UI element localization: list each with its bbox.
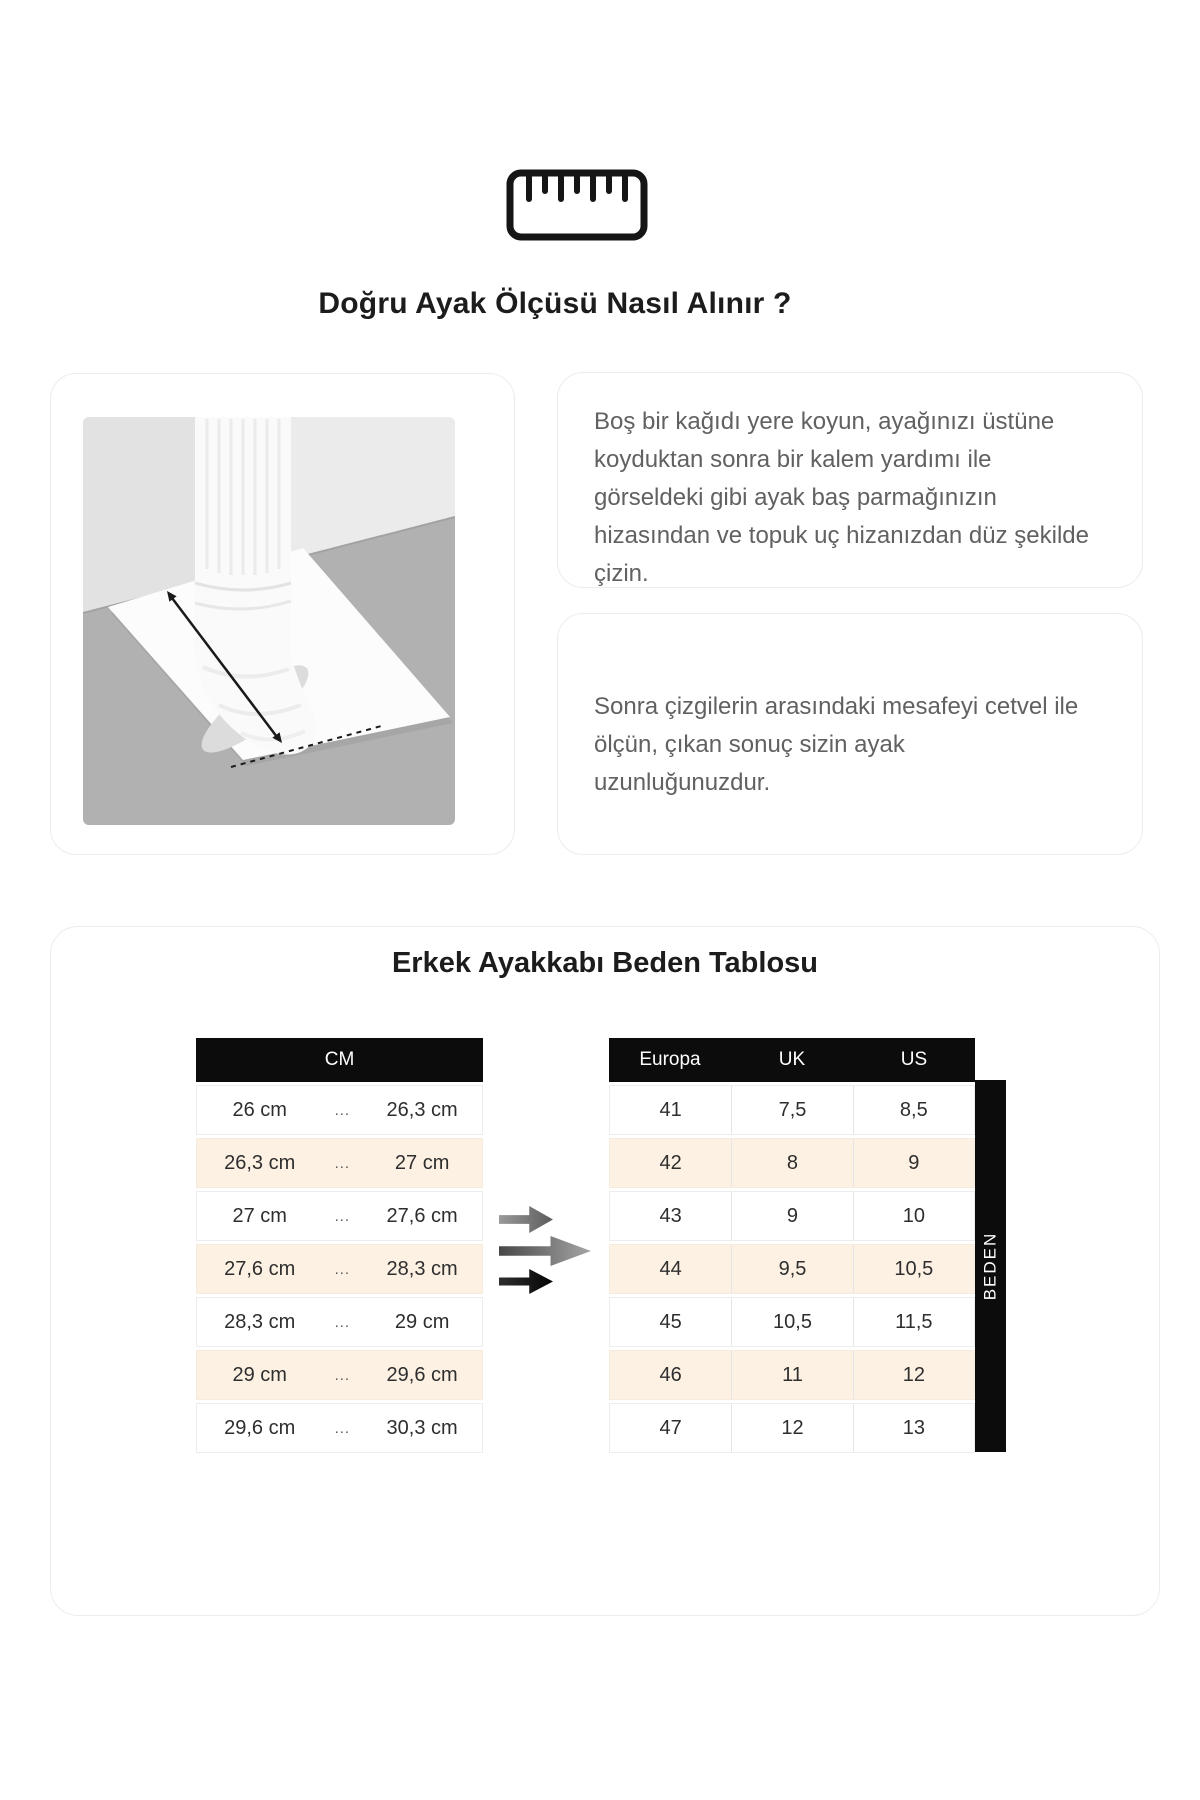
cm-to-value: 27 cm [394, 1151, 450, 1174]
size-value: 44 [659, 1257, 682, 1280]
beden-side-label-text: BEDEN [980, 1231, 1000, 1301]
size-table-row [609, 1191, 975, 1241]
cm-from-value: 27 cm [232, 1204, 287, 1227]
cm-table-header: CM [196, 1038, 483, 1082]
cm-from-value: 26,3 cm [224, 1151, 296, 1174]
beden-side-label [975, 1080, 1006, 1452]
size-value: 47 [659, 1416, 682, 1439]
size-value: 10,5 [853, 1245, 974, 1293]
size-table-card [50, 926, 1160, 1616]
size-table-row [609, 1403, 975, 1453]
page-title: Doğru Ayak Ölçüsü Nasıl Alınır ? [318, 287, 792, 320]
cm-from-value: 27,6 cm [224, 1257, 296, 1280]
foot-measure-image-card [50, 373, 515, 855]
cm-from-value: 29,6 cm [224, 1416, 296, 1439]
size-value: 8,5 [853, 1086, 974, 1134]
size-table-header-row [609, 1038, 975, 1082]
size-table-title: Erkek Ayakkabı Beden Tablosu [391, 947, 819, 979]
size-table-row [609, 1085, 975, 1135]
size-value: 9 [853, 1139, 974, 1187]
size-value: 43 [659, 1204, 682, 1227]
range-dots: ... [334, 1101, 351, 1119]
arrow-right-icon [499, 1206, 553, 1233]
size-value: 11 [731, 1351, 852, 1399]
cm-table-row [196, 1138, 483, 1188]
cm-to-value: 27,6 cm [386, 1204, 458, 1227]
size-table-header-europa: Europa [639, 1049, 701, 1070]
size-value: 9 [731, 1192, 852, 1240]
cm-table-row [196, 1191, 483, 1241]
size-table-row [609, 1297, 975, 1347]
size-value: 42 [659, 1151, 682, 1174]
size-table-body [609, 1085, 975, 1453]
ruler-icon-svg [505, 167, 650, 243]
cm-to-value: 26,3 cm [386, 1098, 458, 1121]
range-dots: ... [334, 1366, 351, 1384]
foot-measurement-photo [83, 417, 455, 825]
size-value: 12 [731, 1404, 852, 1452]
range-dots: ... [334, 1313, 351, 1331]
cm-table-row [196, 1403, 483, 1453]
arrow-right-icon [499, 1236, 591, 1266]
size-table-header-us: US [900, 1049, 928, 1070]
cm-from-value: 28,3 cm [224, 1310, 296, 1333]
instruction-card-2 [557, 613, 1143, 855]
cm-to-value: 28,3 cm [386, 1257, 458, 1280]
cm-table [196, 1038, 483, 1453]
size-value: 11,5 [853, 1298, 974, 1346]
size-table-row [609, 1350, 975, 1400]
size-table-row [609, 1138, 975, 1188]
instruction-card-1 [557, 372, 1143, 588]
range-dots: ... [334, 1207, 351, 1225]
cm-table-row [196, 1350, 483, 1400]
cm-from-value: 29 cm [232, 1363, 287, 1386]
international-size-table [609, 1038, 975, 1453]
size-value: 10 [853, 1192, 974, 1240]
size-value: 12 [853, 1351, 974, 1399]
cm-table-row [196, 1085, 483, 1135]
cm-table-row [196, 1297, 483, 1347]
size-value: 46 [659, 1363, 682, 1386]
size-value: 7,5 [731, 1086, 852, 1134]
range-dots: ... [334, 1154, 351, 1172]
size-value: 9,5 [731, 1245, 852, 1293]
range-dots: ... [334, 1260, 351, 1278]
size-value: 10,5 [731, 1298, 852, 1346]
range-dots: ... [334, 1419, 351, 1437]
cm-to-value: 30,3 cm [386, 1416, 458, 1439]
size-value: 41 [659, 1098, 682, 1121]
arrow-right-icon [499, 1269, 553, 1294]
ruler-icon [505, 167, 650, 243]
instruction-text-1: Boş bir kağıdı yere koyun, ayağınızı üstüne koyduktan sonra bir kalem yardımı ile görseldeki gibi ayak baş parmağınızın hizasından ve topuk uç hizanızdan düz şekilde çizin. [594, 408, 1089, 587]
size-value: 45 [659, 1310, 682, 1333]
cm-table-row [196, 1244, 483, 1294]
size-table-header-uk: UK [778, 1049, 806, 1070]
cm-to-value: 29,6 cm [386, 1363, 458, 1386]
cm-to-value: 29 cm [394, 1310, 450, 1333]
cm-table-body [196, 1085, 483, 1453]
size-table-row [609, 1244, 975, 1294]
conversion-arrows-icon [499, 1206, 591, 1294]
instruction-text-2: Sonra çizgilerin arasındaki mesafeyi cetvel ile ölçün, çıkan sonuç sizin ayak uzunluğunuzdur. [594, 693, 1079, 796]
size-value: 13 [853, 1404, 974, 1452]
cm-from-value: 26 cm [232, 1098, 287, 1121]
size-value: 8 [731, 1139, 852, 1187]
